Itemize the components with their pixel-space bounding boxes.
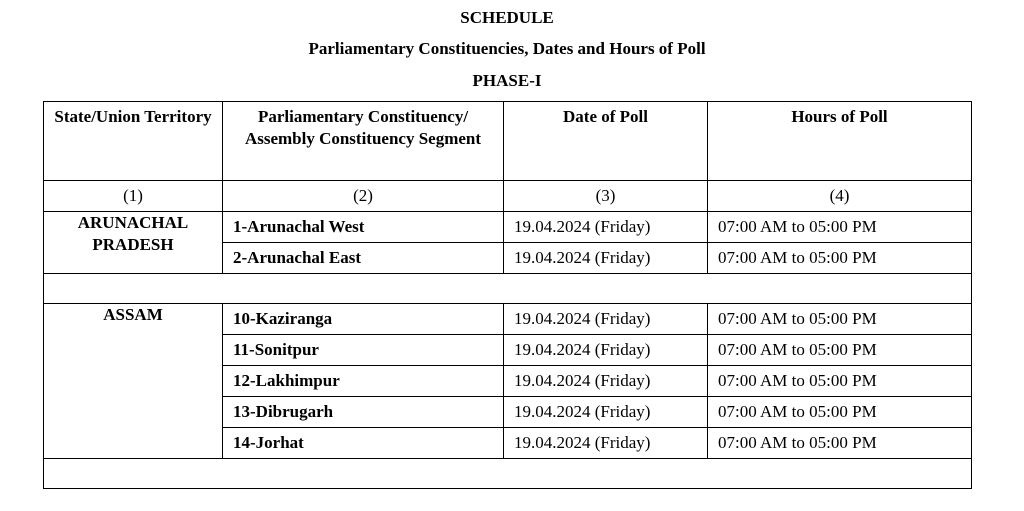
hours-cell: 07:00 AM to 05:00 PM [708, 212, 972, 243]
constituency-cell: 2-Arunachal East [223, 243, 504, 274]
constituency-cell: 11-Sonitpur [223, 335, 504, 366]
header-hours: Hours of Poll [708, 102, 972, 181]
date-cell: 19.04.2024 (Friday) [504, 212, 708, 243]
table-row [44, 212, 972, 243]
date-cell: 19.04.2024 (Friday) [504, 397, 708, 428]
header-state: State/Union Territory [44, 102, 223, 181]
column-number-row [44, 181, 972, 212]
constituency-cell: 1-Arunachal West [223, 212, 504, 243]
column-number: (3) [504, 181, 708, 212]
column-number: (2) [223, 181, 504, 212]
column-number: (4) [708, 181, 972, 212]
state-cell: ARUNACHAL PRADESH [44, 212, 223, 274]
spacer-cell [44, 274, 972, 304]
table-row [44, 304, 972, 335]
hours-cell: 07:00 AM to 05:00 PM [708, 397, 972, 428]
schedule-subtitle: Parliamentary Constituencies, Dates and Hours of Poll [308, 39, 706, 58]
date-cell: 19.04.2024 (Friday) [504, 304, 708, 335]
date-cell: 19.04.2024 (Friday) [504, 428, 708, 459]
date-cell: 19.04.2024 (Friday) [504, 243, 708, 274]
phase-label: PHASE-I [472, 71, 542, 90]
constituency-cell: 13-Dibrugarh [223, 397, 504, 428]
date-cell: 19.04.2024 (Friday) [504, 335, 708, 366]
spacer-cell [44, 459, 972, 489]
header-constituency: Parliamentary Constituency/ Assembly Constituency Segment [223, 102, 504, 181]
constituency-cell: 12-Lakhimpur [223, 366, 504, 397]
hours-cell: 07:00 AM to 05:00 PM [708, 428, 972, 459]
hours-cell: 07:00 AM to 05:00 PM [708, 335, 972, 366]
date-cell: 19.04.2024 (Friday) [504, 366, 708, 397]
header-date: Date of Poll [504, 102, 708, 181]
column-number: (1) [44, 181, 223, 212]
constituency-cell: 14-Jorhat [223, 428, 504, 459]
hours-cell: 07:00 AM to 05:00 PM [708, 243, 972, 274]
spacer-row [44, 459, 972, 489]
table-header-row [44, 102, 972, 181]
spacer-row [44, 274, 972, 304]
schedule-table [43, 101, 972, 489]
hours-cell: 07:00 AM to 05:00 PM [708, 366, 972, 397]
state-cell: ASSAM [44, 304, 223, 459]
schedule-title: SCHEDULE [460, 8, 554, 27]
hours-cell: 07:00 AM to 05:00 PM [708, 304, 972, 335]
constituency-cell: 10-Kaziranga [223, 304, 504, 335]
